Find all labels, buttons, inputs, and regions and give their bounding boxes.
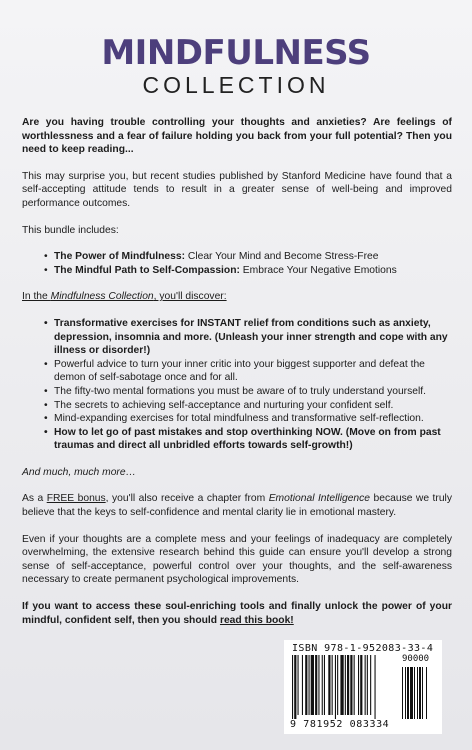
discover-book-title: Mindfulness Collection [50, 291, 154, 303]
bonus-post: because we truly believe that the keys to self-confidence and mental clarity lie in emotional mastery. [22, 493, 452, 519]
barcode-bar [318, 655, 319, 715]
discover-suffix: , you'll discover: [153, 291, 227, 303]
barcode-bar [315, 655, 317, 715]
barcode-bars [290, 655, 436, 719]
bonus-book-title: Emotional Intelligence [268, 493, 371, 505]
isbn-barcode [284, 640, 442, 734]
discover-item: • Transformative exercises for INSTANT relief from conditions such as anxiety, depression, insomnia and more. (Unleash your inner strength and cope with any illness or disorder!) [54, 317, 452, 358]
barcode-addon-bar [414, 667, 415, 719]
bundle-item-subtitle: Embrace Your Negative Emotions [239, 264, 397, 276]
barcode-bar [358, 655, 359, 715]
cover-subtitle: COLLECTION [142, 72, 330, 98]
barcode-bar [302, 655, 303, 715]
barcode-bar [294, 655, 296, 719]
bonus-paragraph [22, 492, 452, 519]
bonus-mid: , you'll also receive a chapter from [105, 493, 269, 505]
barcode-bar [340, 655, 343, 715]
closing-paragraph: Even if your thoughts are a complete mess and your feelings of inadequacy are completely overwhelming, the extensive research behind this guide can ensure you'll develop a strong sense of self-acceptance, powerful control over your thoughts, and the self-awareness necessary to create permanent psychological improvements. [22, 533, 452, 586]
discover-item: • The fifty-two mental formations you must be aware of to truly understand yourself. [54, 385, 452, 399]
bundle-item [54, 264, 452, 278]
discover-item: • Mind-expanding exercises for total mindfulness and transformative self-reflection. [54, 412, 452, 426]
cover-title: MINDFULNESS [101, 33, 371, 73]
barcode-bar [292, 655, 293, 719]
barcode-bar [322, 655, 323, 715]
barcode-bar [298, 655, 299, 715]
barcode-bar [370, 655, 371, 715]
barcode-bar [305, 655, 307, 715]
barcode-bar [375, 655, 376, 719]
bundle-item-title: The Power of Mindfulness: [54, 251, 186, 263]
barcode-bar [350, 655, 352, 715]
cta-link: read this book! [219, 614, 294, 626]
discover-prefix: In the [22, 291, 51, 303]
research-paragraph: This may surprise you, but recent studies published by Stanford Medicine have found that a self-accepting attitude tends to result in a greater sense of well-being and improved performance outcomes. [22, 170, 452, 209]
ean-number: 9 781952 083334 [290, 719, 390, 730]
bonus-link: FREE bonus [46, 493, 106, 505]
bundle-item-subtitle: Clear Your Mind and Become Stress-Free [185, 251, 379, 263]
more-line: And much, much more… [22, 466, 136, 478]
barcode-bar [347, 655, 349, 715]
blurb [22, 116, 452, 627]
barcode-addon-bar [417, 667, 418, 719]
barcode-bar [345, 655, 346, 715]
cta-paragraph [22, 600, 452, 627]
barcode-bar [332, 655, 333, 715]
barcode-bar [309, 655, 310, 715]
barcode-bar [311, 655, 314, 715]
bundle-item-title: The Mindful Path to Self-Compassion: [54, 264, 240, 276]
barcode-bar [324, 655, 325, 715]
discover-item: • Powerful advice to turn your inner critic into your biggest supporter and defeat the demon of self-sabotage once and for all. [54, 358, 452, 385]
barcode-addon-bar [405, 667, 406, 719]
bundle-label: This bundle includes: [22, 224, 119, 236]
discover-item: • How to let go of past mistakes and stop overthinking NOW. (Move on from past traumas and direct all unbridled efforts towards self-growth!) [54, 426, 452, 453]
barcode-addon-bar [410, 667, 413, 719]
barcode-addon-bar [407, 667, 409, 719]
barcode-bar [360, 655, 362, 715]
barcode-addon-bar [419, 667, 421, 719]
barcode-addon-bar [426, 667, 427, 719]
discover-item: • The secrets to achieving self-acceptance and nurturing your confident self. [54, 399, 452, 413]
hook-paragraph: Are you having trouble controlling your thoughts and anxieties? Are feelings of worthlessness and a fear of failure holding you back from your full potential? Then you need to keep reading... [22, 117, 452, 156]
barcode-bar [354, 655, 355, 715]
barcode-bar [335, 655, 336, 719]
bundle-list [22, 250, 452, 277]
discover-list [22, 317, 452, 453]
bonus-pre: As a [22, 493, 47, 505]
barcode-bar [365, 655, 366, 715]
price-code: 90000 [402, 654, 430, 664]
bundle-item [54, 250, 452, 264]
cta-text: If you want to access these soul-enriching tools and finally unlock the power of your mindful, confident self, then you should [22, 601, 452, 626]
barcode-bar [337, 655, 338, 715]
barcode-bar [328, 655, 330, 715]
isbn-number: ISBN 978-1-952083-33-4 [292, 643, 434, 654]
barcode-addon-bar [402, 667, 403, 719]
discover-heading [22, 290, 452, 304]
barcode-addon-bar [422, 667, 423, 719]
barcode-bar [367, 655, 368, 715]
